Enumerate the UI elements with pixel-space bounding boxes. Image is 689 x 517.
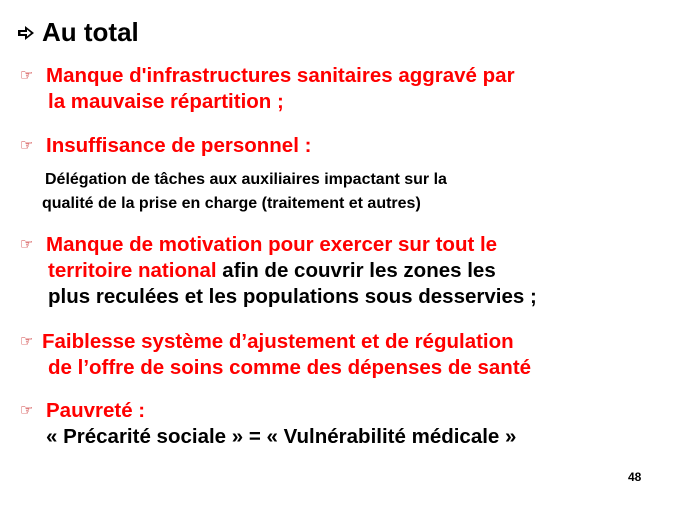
page-number: 48 [628,470,642,484]
bullet-infrastructure [20,63,515,115]
bullet-line: Faiblesse système d’ajustement et de régulation [42,330,514,353]
detail-line: Délégation de tâches aux auxiliaires impactant sur la [45,171,447,188]
bullet-line: Manque de motivation pour exercer sur tout le [46,233,498,256]
pointing-hand-icon: ☞ [20,402,34,419]
detail-line: qualité de la prise en charge (traitement et autres) [42,195,421,212]
bullet-line: plus reculées et les populations sous desservies ; [48,285,537,308]
personnel-detail [42,168,447,216]
bullet-line: Pauvreté : [46,399,146,422]
bullet-line: Insuffisance de personnel : [46,134,312,157]
bullet-line: afin de couvrir les zones les [216,259,496,282]
bullet-line: « Précarité sociale » = « Vulnérabilité médicale » [46,425,517,448]
arrow-right-circle-icon [16,14,42,50]
bullet-line: Manque d'infrastructures sanitaires aggravé par [46,64,515,87]
bullet-line: de l’offre de soins comme des dépenses de santé [48,356,532,379]
title-text: Au total [42,17,139,47]
bullet-line: la mauvaise répartition ; [48,90,284,113]
bullet-regulation [20,329,531,381]
pointing-hand-icon: ☞ [20,333,34,350]
pointing-hand-icon: ☞ [20,137,34,154]
bullet-personnel [20,133,311,159]
bullet-poverty [20,398,516,450]
slide-title [16,14,139,50]
bullet-motivation [20,232,537,310]
pointing-hand-icon: ☞ [20,67,34,84]
territory-text: territoire national [48,259,217,282]
pointing-hand-icon: ☞ [20,236,34,253]
